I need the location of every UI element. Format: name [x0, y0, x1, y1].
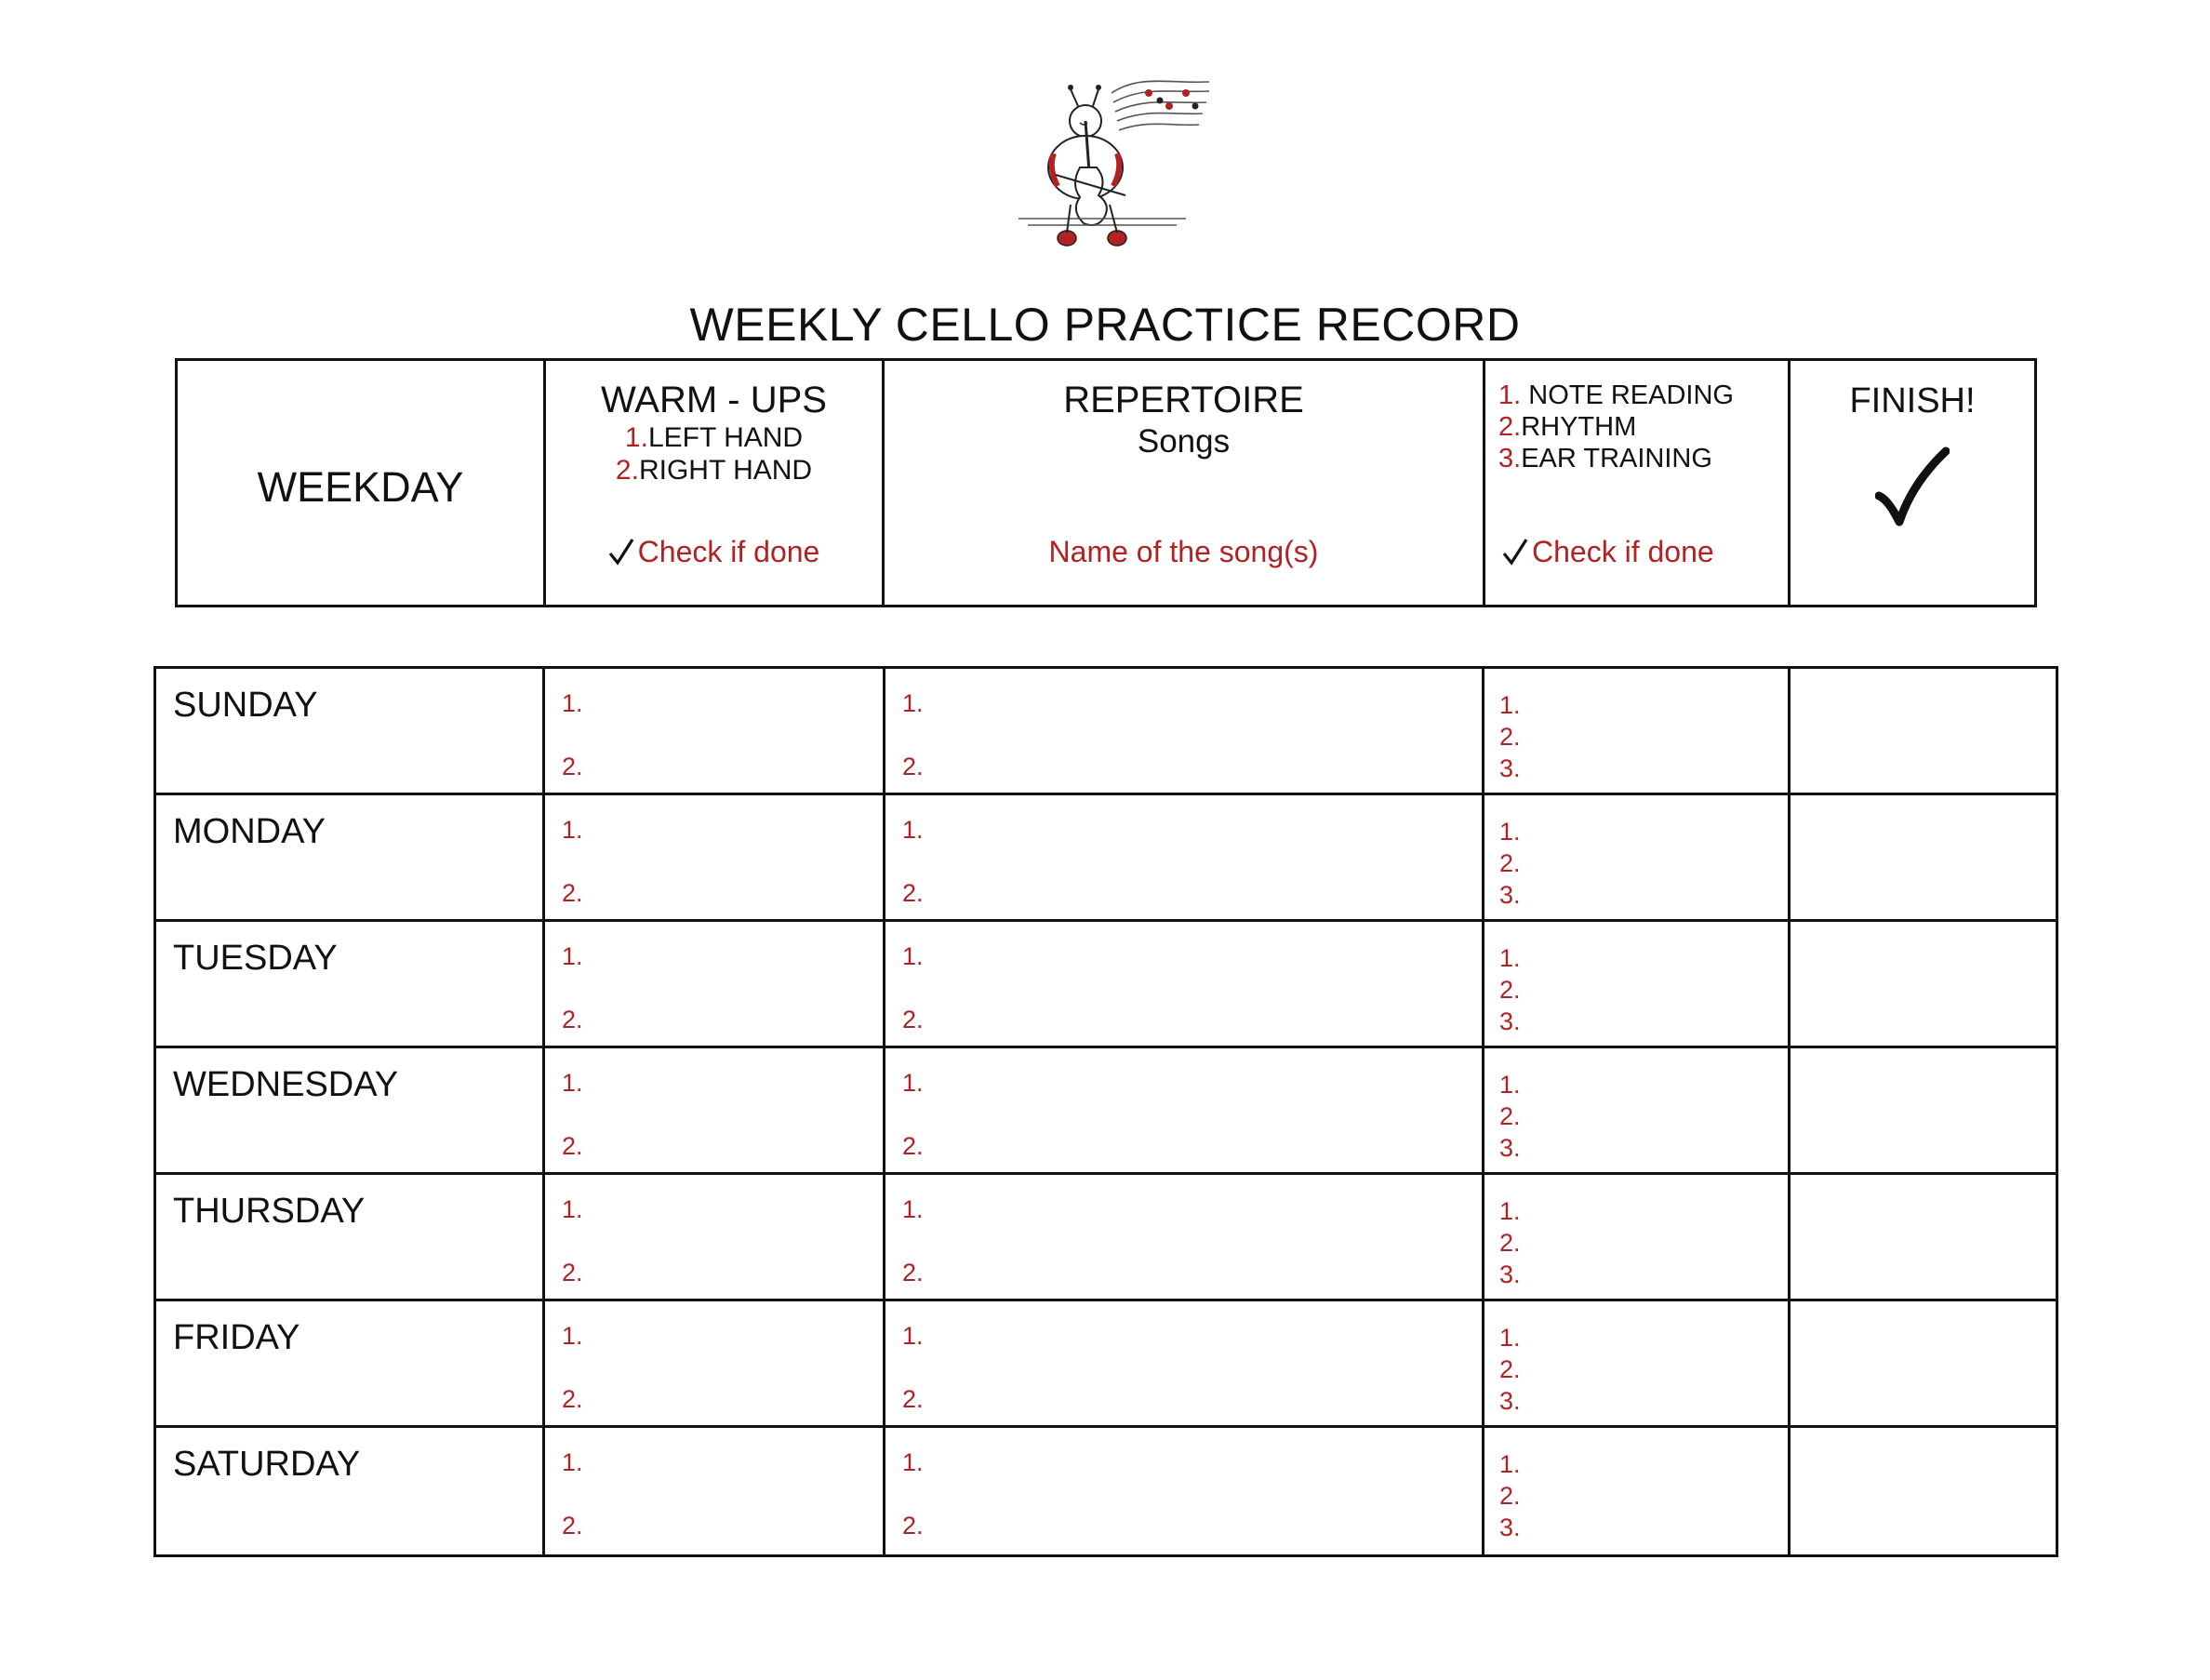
- repertoire-heading: REPERTOIRE: [1063, 380, 1304, 420]
- day-row: [156, 1048, 2056, 1175]
- finish-check-cell[interactable]: [1791, 1428, 2056, 1554]
- warmups-entry-cell[interactable]: [545, 1175, 885, 1299]
- cello-ladybug-logo: [1000, 65, 1214, 265]
- entry-number: 1.: [1499, 691, 1521, 719]
- skills-item-3: 3.EAR TRAINING: [1498, 444, 1712, 473]
- warmups-heading: WARM - UPS: [601, 380, 827, 420]
- repertoire-entry-cell[interactable]: [885, 795, 1484, 919]
- warmups-entry-cell[interactable]: [545, 1048, 885, 1172]
- entry-number: 2.: [562, 1132, 583, 1160]
- skills-entry-cell[interactable]: [1484, 1048, 1791, 1172]
- day-cell: [156, 1428, 545, 1554]
- entry-number: 2.: [902, 1006, 924, 1033]
- entry-number: 1.: [562, 1322, 583, 1350]
- skills-entry-cell[interactable]: [1484, 795, 1791, 919]
- day-row: [156, 1175, 2056, 1301]
- header-warmups-cell: [546, 361, 885, 605]
- entry-number: 2.: [562, 1006, 583, 1033]
- day-cell: [156, 1048, 545, 1172]
- entry-number: 2.: [902, 879, 924, 907]
- skills-numbers: [1499, 1069, 1521, 1164]
- entry-number: 2.: [1499, 1355, 1521, 1383]
- entry-number: 2.: [1499, 1102, 1521, 1130]
- warmups-entry-cell[interactable]: [545, 1428, 885, 1554]
- skills-item-1: 1. NOTE READING: [1498, 380, 1734, 410]
- weekday-heading: WEEKDAY: [257, 463, 464, 511]
- entry-number: 3.: [1499, 1260, 1521, 1288]
- entry-number: 1.: [562, 1069, 583, 1097]
- finish-heading: FINISH!: [1849, 381, 1976, 420]
- entry-number: 2.: [1499, 849, 1521, 877]
- day-row: [156, 1301, 2056, 1428]
- day-label: SATURDAY: [173, 1445, 361, 1484]
- skills-numbers: [1499, 816, 1521, 911]
- repertoire-entry-cell[interactable]: [885, 922, 1484, 1046]
- day-cell: [156, 1175, 545, 1299]
- entry-number: 2.: [902, 1385, 924, 1413]
- entry-number: 1.: [1499, 1324, 1521, 1352]
- entry-number: 1.: [1499, 1071, 1521, 1099]
- page-title: WEEKLY CELLO PRACTICE RECORD: [689, 299, 1521, 351]
- warmups-entry-cell[interactable]: [545, 1301, 885, 1425]
- entry-number: 2.: [562, 879, 583, 907]
- warmups-entry-cell[interactable]: [545, 795, 885, 919]
- repertoire-subheading: Songs: [1137, 423, 1231, 460]
- finish-check-cell[interactable]: [1791, 1301, 2056, 1425]
- skills-entry-cell[interactable]: [1484, 1301, 1791, 1425]
- skills-item-2: 2.RHYTHM: [1498, 412, 1637, 442]
- skills-check-hint: Check if done: [1502, 535, 1788, 569]
- entry-number: 2.: [562, 1259, 583, 1287]
- repertoire-entry-cell[interactable]: [885, 669, 1484, 793]
- skills-numbers: [1499, 1448, 1521, 1543]
- entry-number: 1.: [1499, 818, 1521, 846]
- skills-numbers: [1499, 689, 1521, 784]
- skills-entry-cell[interactable]: [1484, 669, 1791, 793]
- entry-number: 1.: [562, 816, 583, 844]
- day-row: [156, 922, 2056, 1048]
- check-icon: [1875, 446, 1950, 529]
- entry-number: 1.: [902, 1322, 924, 1350]
- header-table: [175, 358, 2037, 607]
- skills-entry-cell[interactable]: [1484, 922, 1791, 1046]
- repertoire-hint: Name of the song(s): [1048, 535, 1319, 568]
- day-row: [156, 1428, 2056, 1554]
- entry-number: 2.: [562, 1385, 583, 1413]
- entry-number: 1.: [902, 1195, 924, 1223]
- entry-number: 2.: [1499, 723, 1521, 751]
- day-label: WEDNESDAY: [173, 1065, 399, 1104]
- entry-number: 1.: [562, 942, 583, 970]
- entry-number: 3.: [1499, 881, 1521, 909]
- skills-list: [1485, 361, 1788, 474]
- entry-number: 1.: [1499, 1450, 1521, 1478]
- entry-number: 3.: [1499, 1513, 1521, 1541]
- entry-number: 1.: [562, 1195, 583, 1223]
- day-cell: [156, 1301, 545, 1425]
- entry-number: 1.: [1499, 944, 1521, 972]
- entry-number: 1.: [1499, 1197, 1521, 1225]
- finish-check-cell[interactable]: [1791, 795, 2056, 919]
- entry-number: 2.: [562, 753, 583, 780]
- warmups-item-2: 2.RIGHT HAND: [615, 455, 813, 486]
- header-repertoire-cell: [885, 361, 1485, 605]
- entry-number: 3.: [1499, 754, 1521, 782]
- entry-number: 2.: [902, 1132, 924, 1160]
- entry-number: 2.: [902, 1512, 924, 1540]
- entry-number: 1.: [902, 816, 924, 844]
- day-label: SUNDAY: [173, 686, 318, 725]
- warmups-check-hint: Check if done: [546, 535, 882, 569]
- day-label: THURSDAY: [173, 1192, 366, 1231]
- day-row: [156, 795, 2056, 922]
- finish-check-cell[interactable]: [1791, 922, 2056, 1046]
- entry-number: 2.: [1499, 976, 1521, 1004]
- check-icon: [1502, 538, 1528, 566]
- day-label: MONDAY: [173, 812, 326, 851]
- day-cell: [156, 669, 545, 793]
- repertoire-entry-cell[interactable]: [885, 1175, 1484, 1299]
- entry-number: 1.: [562, 689, 583, 717]
- skills-entry-cell[interactable]: [1484, 1428, 1791, 1554]
- repertoire-entry-cell[interactable]: [885, 1301, 1484, 1425]
- day-label: FRIDAY: [173, 1318, 300, 1357]
- header-weekday-cell: [178, 361, 546, 605]
- entry-number: 3.: [1499, 1387, 1521, 1415]
- header-skills-cell: [1485, 361, 1791, 605]
- entry-number: 2.: [902, 1259, 924, 1287]
- warmups-entry-cell[interactable]: [545, 922, 885, 1046]
- skills-entry-cell[interactable]: [1484, 1175, 1791, 1299]
- finish-check-cell[interactable]: [1791, 1048, 2056, 1172]
- entry-number: 3.: [1499, 1007, 1521, 1035]
- check-icon: [608, 538, 634, 566]
- finish-check-cell[interactable]: [1791, 669, 2056, 793]
- entry-number: 2.: [902, 753, 924, 780]
- entry-number: 1.: [902, 942, 924, 970]
- skills-numbers: [1499, 1195, 1521, 1290]
- finish-check-cell[interactable]: [1791, 1175, 2056, 1299]
- day-cell: [156, 795, 545, 919]
- repertoire-entry-cell[interactable]: [885, 1428, 1484, 1554]
- skills-numbers: [1499, 942, 1521, 1037]
- warmups-entry-cell[interactable]: [545, 669, 885, 793]
- practice-grid: [153, 666, 2058, 1557]
- day-cell: [156, 922, 545, 1046]
- skills-numbers: [1499, 1322, 1521, 1417]
- repertoire-entry-cell[interactable]: [885, 1048, 1484, 1172]
- day-row: [156, 669, 2056, 795]
- header-finish-cell: [1791, 361, 2034, 605]
- entry-number: 1.: [562, 1448, 583, 1476]
- entry-number: 3.: [1499, 1134, 1521, 1162]
- entry-number: 2.: [562, 1512, 583, 1540]
- entry-number: 1.: [902, 1069, 924, 1097]
- day-label: TUESDAY: [173, 939, 338, 978]
- warmups-item-1: 1.LEFT HAND: [624, 422, 804, 453]
- entry-number: 1.: [902, 689, 924, 717]
- entry-number: 1.: [902, 1448, 924, 1476]
- entry-number: 2.: [1499, 1229, 1521, 1257]
- entry-number: 2.: [1499, 1482, 1521, 1510]
